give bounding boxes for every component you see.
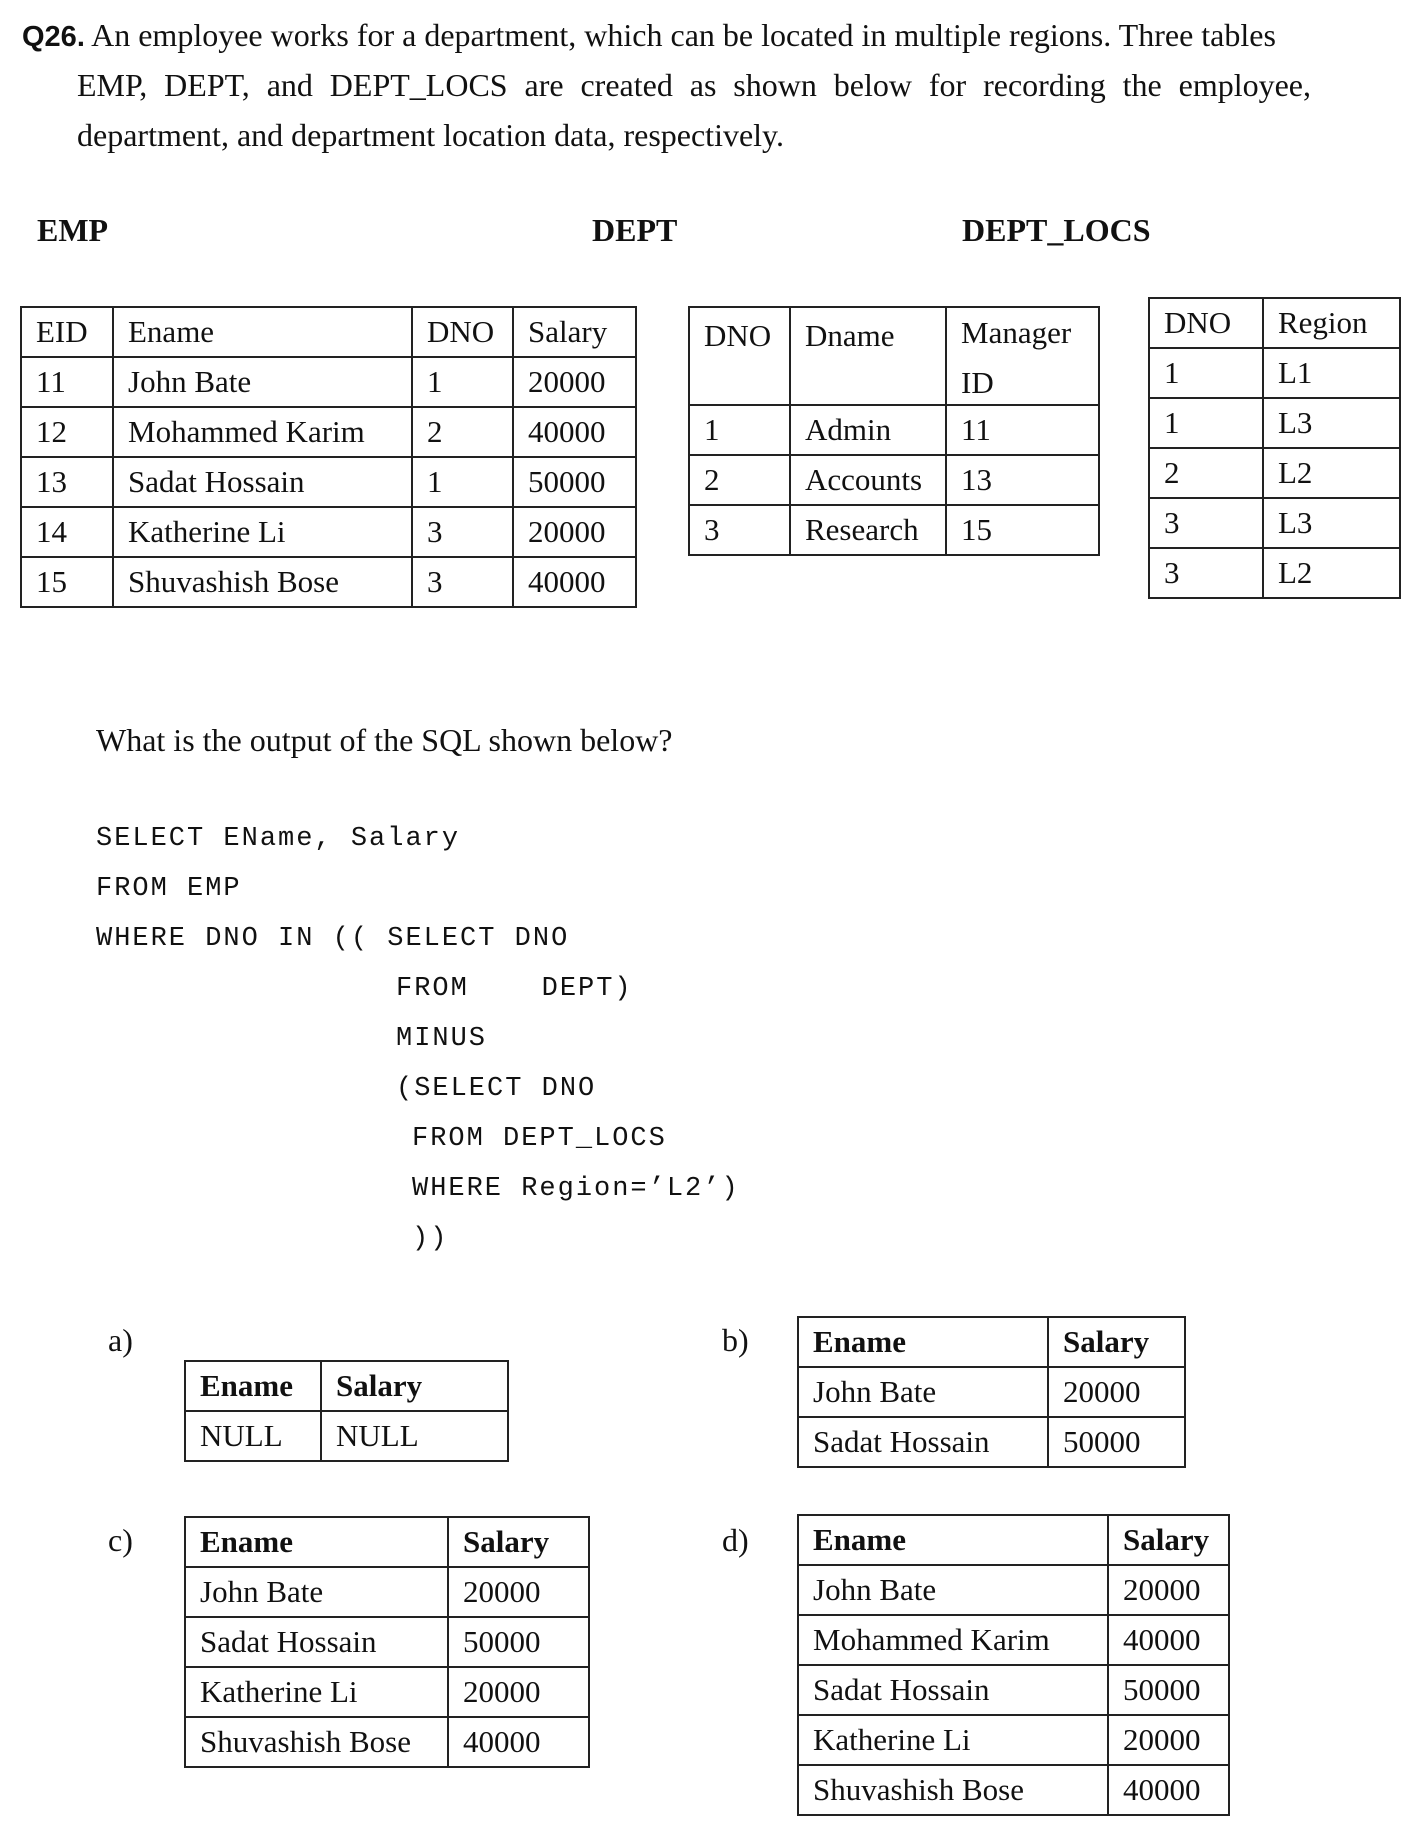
option-c-label: c) (108, 1522, 133, 1558)
cell: 12 (21, 407, 113, 457)
cell: 50000 (1108, 1665, 1229, 1715)
cell: 1 (412, 357, 513, 407)
cell: 14 (21, 507, 113, 557)
cell: 20000 (448, 1667, 589, 1717)
cell: 13 (946, 455, 1099, 505)
cell: 3 (412, 557, 513, 607)
sql-line-2: FROM EMP (96, 874, 242, 904)
cell: 1 (689, 405, 790, 455)
header-ename: Ename (798, 1317, 1048, 1367)
sql-line-5: MINUS (396, 1024, 488, 1054)
cell: 1 (1149, 348, 1263, 398)
cell: 40000 (513, 557, 636, 607)
cell: 2 (1149, 448, 1263, 498)
dept-header-manager: Manager (961, 315, 1072, 350)
cell: 2 (412, 407, 513, 457)
cell: 3 (1149, 498, 1263, 548)
cell: 40000 (1108, 1615, 1229, 1665)
emp-table-title: EMP (37, 212, 109, 248)
cell: 3 (1149, 548, 1263, 598)
cell: NULL (185, 1411, 321, 1461)
table-row (798, 1615, 1229, 1665)
header-salary: Salary (321, 1361, 508, 1411)
dept-locs-header-region: Region (1263, 298, 1400, 348)
cell: L1 (1263, 348, 1400, 398)
cell: Katherine Li (798, 1715, 1108, 1765)
cell: 50000 (513, 457, 636, 507)
cell: Shuvashish Bose (113, 557, 412, 607)
question-line-3: department, and department location data, respectively. (77, 117, 784, 153)
table-row (1149, 448, 1400, 498)
emp-header-ename: Ename (113, 307, 412, 357)
dept-locs-header-dno: DNO (1149, 298, 1263, 348)
cell: 50000 (448, 1617, 589, 1667)
cell: John Bate (798, 1367, 1048, 1417)
option-b-table (797, 1316, 1186, 1468)
table-row (798, 1565, 1229, 1615)
question-prompt: What is the output of the SQL shown below? (96, 722, 673, 758)
cell: L3 (1263, 398, 1400, 448)
option-b-label: b) (722, 1322, 749, 1358)
table-row (689, 405, 1099, 455)
question-line-2: EMP, DEPT, and DEPT_LOCS are created as shown below for recording the employee, (77, 67, 1311, 103)
emp-header-salary: Salary (513, 307, 636, 357)
table-row (798, 1367, 1185, 1417)
cell: 40000 (513, 407, 636, 457)
option-b-header-row (798, 1317, 1185, 1367)
cell: Sadat Hossain (798, 1665, 1108, 1715)
table-row (185, 1717, 589, 1767)
emp-table (20, 306, 637, 608)
header-ename: Ename (798, 1515, 1108, 1565)
dept-header-row (689, 307, 1099, 405)
cell: 2 (689, 455, 790, 505)
cell: 50000 (1048, 1417, 1185, 1467)
table-row (21, 407, 636, 457)
cell: Shuvashish Bose (798, 1765, 1108, 1815)
cell: L3 (1263, 498, 1400, 548)
cell: John Bate (113, 357, 412, 407)
cell: Shuvashish Bose (185, 1717, 448, 1767)
cell: 3 (412, 507, 513, 557)
question-number: Q26. (22, 21, 85, 53)
cell: 20000 (513, 357, 636, 407)
cell: 40000 (448, 1717, 589, 1767)
cell: 1 (1149, 398, 1263, 448)
sql-line-1: SELECT EName, Salary (96, 824, 461, 854)
cell: NULL (321, 1411, 508, 1461)
cell: Accounts (790, 455, 946, 505)
table-row (1149, 548, 1400, 598)
dept-header-dname: Dname (790, 307, 946, 405)
table-row (185, 1667, 589, 1717)
dept-table-title: DEPT (592, 212, 678, 248)
table-row (1149, 498, 1400, 548)
table-row (21, 507, 636, 557)
header-salary: Salary (1048, 1317, 1185, 1367)
table-row (798, 1765, 1229, 1815)
table-row (798, 1715, 1229, 1765)
cell: Sadat Hossain (798, 1417, 1048, 1467)
header-ename: Ename (185, 1517, 448, 1567)
cell: 20000 (1108, 1565, 1229, 1615)
emp-header-row (21, 307, 636, 357)
table-row (798, 1417, 1185, 1467)
option-c-table (184, 1516, 590, 1768)
table-row (21, 457, 636, 507)
sql-line-8: WHERE Region=’L2’) (412, 1174, 740, 1204)
sql-line-6: (SELECT DNO (396, 1074, 597, 1104)
cell: John Bate (185, 1567, 448, 1617)
question-text-1: An employee works for a department, which can be located in multiple regions. Three tables (91, 17, 1276, 53)
cell: 15 (946, 505, 1099, 555)
dept-header-id: ID (961, 365, 994, 400)
cell: 20000 (448, 1567, 589, 1617)
cell: Katherine Li (113, 507, 412, 557)
cell: L2 (1263, 548, 1400, 598)
cell: 20000 (1108, 1715, 1229, 1765)
cell: L2 (1263, 448, 1400, 498)
table-row (1149, 398, 1400, 448)
table-row (21, 557, 636, 607)
cell: 11 (21, 357, 113, 407)
cell: 1 (412, 457, 513, 507)
table-row (185, 1567, 589, 1617)
dept-table (688, 306, 1100, 556)
emp-header-dno: DNO (412, 307, 513, 357)
table-row (689, 505, 1099, 555)
option-d-header-row (798, 1515, 1229, 1565)
cell: John Bate (798, 1565, 1108, 1615)
table-row (1149, 348, 1400, 398)
cell: Mohammed Karim (113, 407, 412, 457)
dept-locs-header-row (1149, 298, 1400, 348)
sql-line-3: WHERE DNO IN (( SELECT DNO (96, 924, 570, 954)
cell: Admin (790, 405, 946, 455)
cell: 20000 (1048, 1367, 1185, 1417)
cell: 20000 (513, 507, 636, 557)
header-salary: Salary (1108, 1515, 1229, 1565)
table-row (798, 1665, 1229, 1715)
dept-locs-table-title: DEPT_LOCS (962, 212, 1151, 248)
header-salary: Salary (448, 1517, 589, 1567)
cell: 13 (21, 457, 113, 507)
option-d-label: d) (722, 1522, 749, 1558)
cell: Research (790, 505, 946, 555)
cell: Sadat Hossain (113, 457, 412, 507)
option-c-header-row (185, 1517, 589, 1567)
sql-line-7: FROM DEPT_LOCS (412, 1124, 667, 1154)
dept-header-manager-id (946, 307, 1099, 405)
table-row (689, 455, 1099, 505)
sql-line-9: )) (412, 1224, 449, 1254)
dept-header-dno: DNO (689, 307, 790, 405)
table-row (21, 357, 636, 407)
option-a-header-row (185, 1361, 508, 1411)
sql-line-4: FROM DEPT) (396, 974, 633, 1004)
option-d-table (797, 1514, 1230, 1816)
cell: 15 (21, 557, 113, 607)
cell: Mohammed Karim (798, 1615, 1108, 1665)
cell: Katherine Li (185, 1667, 448, 1717)
header-ename: Ename (185, 1361, 321, 1411)
table-row (185, 1617, 589, 1667)
emp-header-eid: EID (21, 307, 113, 357)
dept-locs-table (1148, 297, 1401, 599)
cell: 40000 (1108, 1765, 1229, 1815)
option-a-label: a) (108, 1322, 133, 1358)
option-a-table (184, 1360, 509, 1462)
cell: Sadat Hossain (185, 1617, 448, 1667)
cell: 3 (689, 505, 790, 555)
cell: 11 (946, 405, 1099, 455)
table-row (185, 1411, 508, 1461)
question-line-1 (22, 10, 1276, 62)
